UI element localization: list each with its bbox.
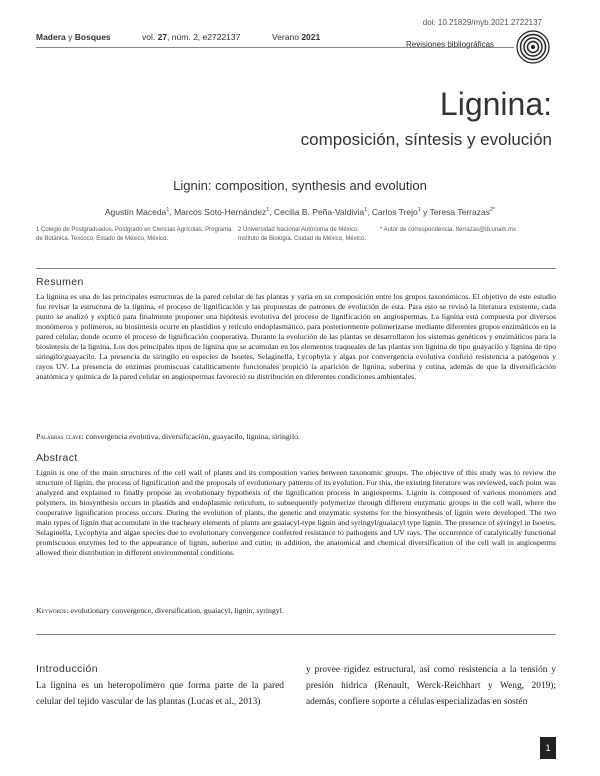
author: Cecilia B. Peña-Valdivia bbox=[274, 207, 365, 217]
article-subtitle: composición, síntesis y evolución bbox=[300, 130, 552, 149]
season-label: Verano bbox=[272, 32, 299, 42]
author-mark: 1 bbox=[417, 207, 421, 214]
author: Agustín Maceda bbox=[104, 207, 167, 217]
intro-right-column: y provee rigidez estructural, así como resistencia a la tensión y presión hídrica (Renault, Werck-Reichhart y Weng, 2019); además, confiere soporte a células especializadas en sostén bbox=[306, 665, 556, 707]
affiliation-2: 2 Universidad Nacional Autónoma de México. Instituto de Biología. Ciudad de México, México. bbox=[238, 227, 367, 242]
keywords-value: convergencia evolutiva, diversificación, guayacilo, lignina, siringilo. bbox=[85, 432, 300, 441]
journal-season bbox=[272, 32, 320, 42]
abstract-heading: Abstract bbox=[36, 452, 78, 464]
author-mark: 2* bbox=[489, 207, 496, 214]
abstract-text: Lignin is one of the main structures of the cell wall of plants and its composition varies between taxonomic groups. The objective of this study was to review the structure of lignin, the process of lignification and the proposals of evolutionary patterns of its evolution. For this, the existing literature was reviewed, each point was analyzed and explained to finally propose an evolutionary hypothesis of the lignification process in angiosperms. Lignin is composed of various monomers and polymers, its biosynthesis occurs in plastids and endoplasmic reticulum, to subsequently polymerize through different enzymatic groups in the cell wall, where the cooperative lignification process occurs. During the evolution of plants, the genetic and enzymatic systems for the biosynthesis of lignin were developed. The two main types of lignin that accumulate in the tracheary elements of plants are guaiacyl-type lignin and syringyl/guaiacyl type lignin. The presence of syringyl in Isoetes, Selaginella, Lycophyta and algae species due to evolutionary convergence conferred resistance to pathogens and UV rays. The occurrence of catalytically functional promiscuous enzymes led to the appearance of lignin, suberine and cutin; in addition, the anatomical and chemical diversification of the cell wall in angiosperms allowed their distribution in different environmental conditions. bbox=[36, 468, 556, 558]
keywords-value: evolutionary convergence, diversification, guaiacyl, lignin, syringyl. bbox=[70, 606, 284, 615]
journal-name-a: Madera bbox=[36, 32, 66, 42]
year-label: 2021 bbox=[301, 32, 321, 42]
abstract-keywords bbox=[36, 606, 556, 615]
keywords-label: Keywords: bbox=[36, 606, 69, 615]
journal-name-and: y bbox=[68, 32, 73, 42]
journal-name bbox=[36, 32, 111, 42]
intro-left-column: La lignina es un heteropolímero que forma parte de la pared celular del tejido vascular de las plantas (Lucas et al., 2013) bbox=[36, 681, 284, 707]
volume-label: vol. bbox=[142, 32, 156, 42]
journal-seal-icon bbox=[516, 30, 550, 64]
resumen-keywords bbox=[36, 432, 556, 441]
article-title: Lignina: bbox=[439, 86, 552, 122]
volume-number: 27 bbox=[157, 32, 168, 42]
divider bbox=[36, 268, 556, 269]
doi-text[interactable]: doi: 10.21829/myb.2021.2722137 bbox=[422, 18, 542, 27]
author-mark: 1 bbox=[364, 207, 368, 214]
keywords-label: Palabras clave: bbox=[36, 432, 84, 441]
author-mark: 1 bbox=[266, 207, 270, 214]
english-title: Lignin: composition, synthesis and evolution bbox=[173, 178, 427, 193]
issue-number: 2, e2722137 bbox=[193, 32, 241, 42]
author: Carlos Trejo bbox=[371, 207, 418, 217]
resumen-text: La lignina es una de las principales estructuras de la pared celular de las plantas y varía en su composición entre los grupos taxonómicos. El objetivo de este estudio fue revisar la estructura de la lignina, el proceso de lignificación y las propuestas de patrones de evolución de esta. Para esto se revisó la literatura existente, cada punto se analizó y explicó para finalmente proponer una hipótesis evolutiva del proceso de lignificación en angiospermas. La lignina está compuesta por diversos monómeros y polímeros, su biosíntesis ocurre en plastidios y retículo endoplasmático, para posteriormente polimerizarse mediante diferentes grupos enzimáticos en la pared celular, donde ocurre el proceso de lignificación cooperativa. Durante la evolución de las plantas se desarrollaron los sistemas genéticos y enzimáticos para la biosíntesis de la lignina. Los dos principales tipos de lignina que se acumulan en los elementos traqueales de las plantas son lignina de tipo guayacilo y lignina de tipo siringilo/guayacilo. La presencia de siringilo en especies de Isoetes, Selaginella, Lycophyta y algas por convergencia evolutiva confirió resistencia a patógenos y rayos UV. La presencia de enzimas promiscuas catalíticamente funcionales propició la aparición de lignina, suberina y cutina, además de que la diversificación anatómica y química de la pared celular en angiospermas favoreció su distribución en diferentes condiciones ambientales. bbox=[36, 292, 556, 382]
page-number: 1 bbox=[540, 737, 556, 759]
section-tag: Revisiones bibliográficas bbox=[406, 40, 495, 49]
author-list: Agustín Maceda$^1$, Marcos Soto-Hernández$^1$, Cecilia B. Peña-Valdivia$^1$, Carlos Trejo$^1$ y Teresa Terrazas$^{2*}$ bbox=[104, 207, 496, 217]
header-rule bbox=[36, 47, 514, 48]
intro-heading: Introducción bbox=[36, 663, 99, 675]
author-mark: 1 bbox=[166, 207, 170, 214]
journal-volume bbox=[142, 32, 240, 42]
divider bbox=[36, 634, 556, 635]
journal-name-b: Bosques bbox=[74, 32, 111, 42]
author: Marcos Soto-Hernández bbox=[174, 207, 267, 217]
issue-label: , núm. bbox=[167, 32, 191, 42]
resumen-heading: Resumen bbox=[36, 276, 84, 288]
author: Teresa Terrazas bbox=[429, 207, 490, 217]
corresponding-author: * Autor de correspondencia. tterrazas@ib.unam.mx bbox=[380, 227, 517, 233]
affiliation-1: 1 Colegio de Postgraduados. Postgrado en Ciencias Agrícolas. Programa de Botánica. Texcoco, Estado de México, México. bbox=[36, 227, 232, 242]
